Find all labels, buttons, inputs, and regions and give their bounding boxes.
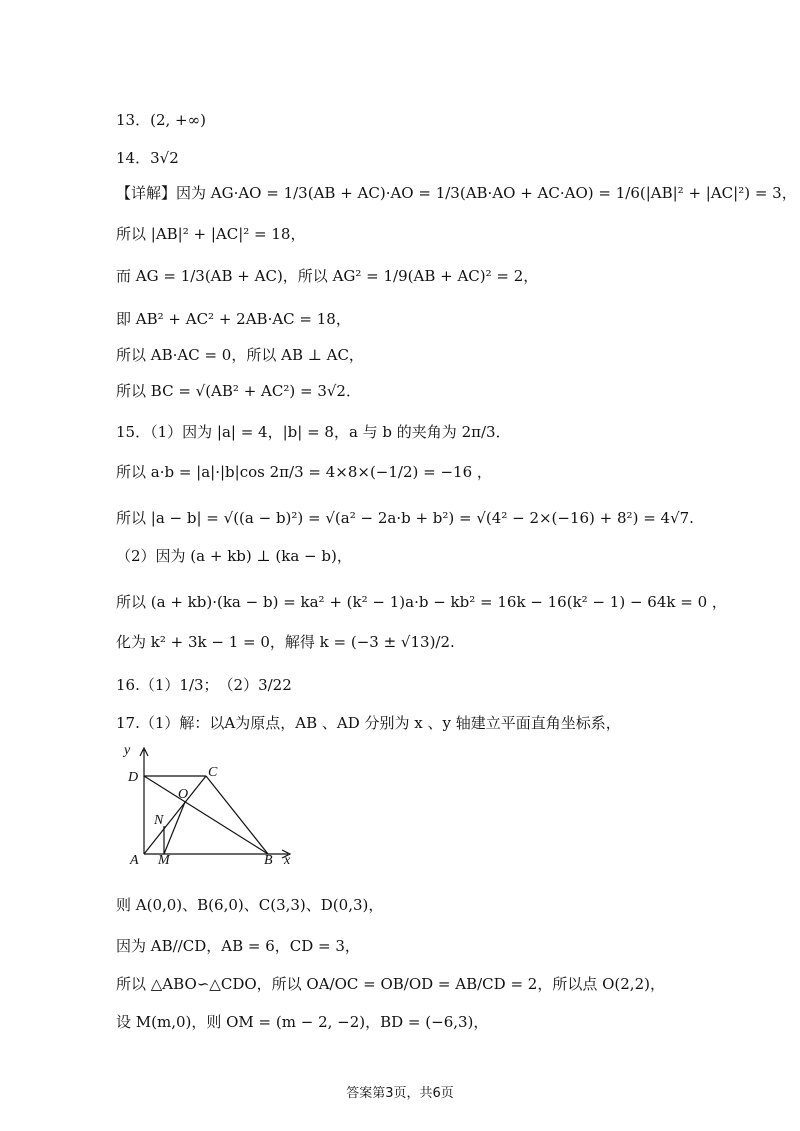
- label-B: B: [264, 853, 273, 868]
- solution-14-line-3: 而 AG = 1/3(AB + AC)，所以 AG² = 1/9(AB + AC)² = 2，: [116, 267, 539, 285]
- answer-15-part-2: （2）因为 (a + kb) ⊥ (ka − b)，: [116, 547, 352, 565]
- label-D: D: [128, 770, 139, 785]
- label-y: y: [124, 743, 131, 758]
- solution-14-line-1: 【详解】因为 AG·AO = 1/3(AB + AC)·AO = 1/3(AB·AO + AC·AO) = 1/6(|AB|² + |AC|²) = 3，: [116, 184, 797, 202]
- solution-15-line-1: 所以 a·b = |a|·|b|cos 2π/3 = 4×8×(−1/2) = −16 ，: [116, 463, 492, 481]
- solution-17-line-2: 因为 AB//CD，AB = 6，CD = 3，: [116, 937, 360, 955]
- solution-15-line-2: 所以 |a − b| = √((a − b)²) = √(a² − 2a·b + b²) = √(4² − 2×(−16) + 8²) = 4√7.: [116, 509, 694, 527]
- coordinate-diagram: [116, 740, 316, 870]
- answer-14: 14．3√2: [116, 149, 179, 167]
- solution-14-line-6: 所以 BC = √(AB² + AC²) = 3√2．: [116, 382, 361, 400]
- answer-13: 13．(2, +∞): [116, 111, 206, 129]
- label-A: A: [130, 853, 139, 868]
- page-footer: 答案第3页，共6页: [346, 1086, 454, 1101]
- answer-17-intro: 17.（1）解：以A为原点，AB 、AD 分别为 x 、y 轴建立平面直角坐标系，: [116, 714, 621, 732]
- solution-14-line-2: 所以 |AB|² + |AC|² = 18，: [116, 225, 306, 243]
- solution-17-line-1: 则 A(0,0)、B(6,0)、C(3,3)、D(0,3)，: [116, 896, 384, 914]
- solution-15-line-3: 所以 (a + kb)·(ka − b) = ka² + (k² − 1)a·b − kb² = 16k − 16(k² − 1) − 64k = 0 ，: [116, 593, 727, 611]
- answer-16: 16.（1）1/3； （2）3/22: [116, 676, 292, 694]
- answer-15-part-1: 15．（1）因为 |a| = 4，|b| = 8，a 与 b 的夹角为 2π/3．: [116, 423, 511, 441]
- solution-17-line-4: 设 M(m,0)，则 OM = (m − 2, −2)，BD = (−6,3)，: [116, 1013, 489, 1031]
- label-N: N: [154, 813, 164, 828]
- solution-17-line-3: 所以 △ABO∽△CDO，所以 OA/OC = OB/OD = AB/CD = 2，所以点 O(2,2)，: [116, 975, 665, 993]
- segment-CB: [206, 776, 268, 854]
- solution-14-line-5: 所以 AB·AC = 0，所以 AB ⊥ AC，: [116, 346, 364, 364]
- solution-15-line-4: 化为 k² + 3k − 1 = 0，解得 k = (−3 ± √13)/2.: [116, 633, 455, 651]
- segment-MO: [164, 802, 185, 854]
- label-O: O: [178, 787, 189, 802]
- label-M: M: [158, 853, 170, 868]
- label-C: C: [208, 765, 218, 780]
- label-x: x: [284, 853, 291, 868]
- solution-14-line-4: 即 AB² + AC² + 2AB·AC = 18，: [116, 310, 351, 328]
